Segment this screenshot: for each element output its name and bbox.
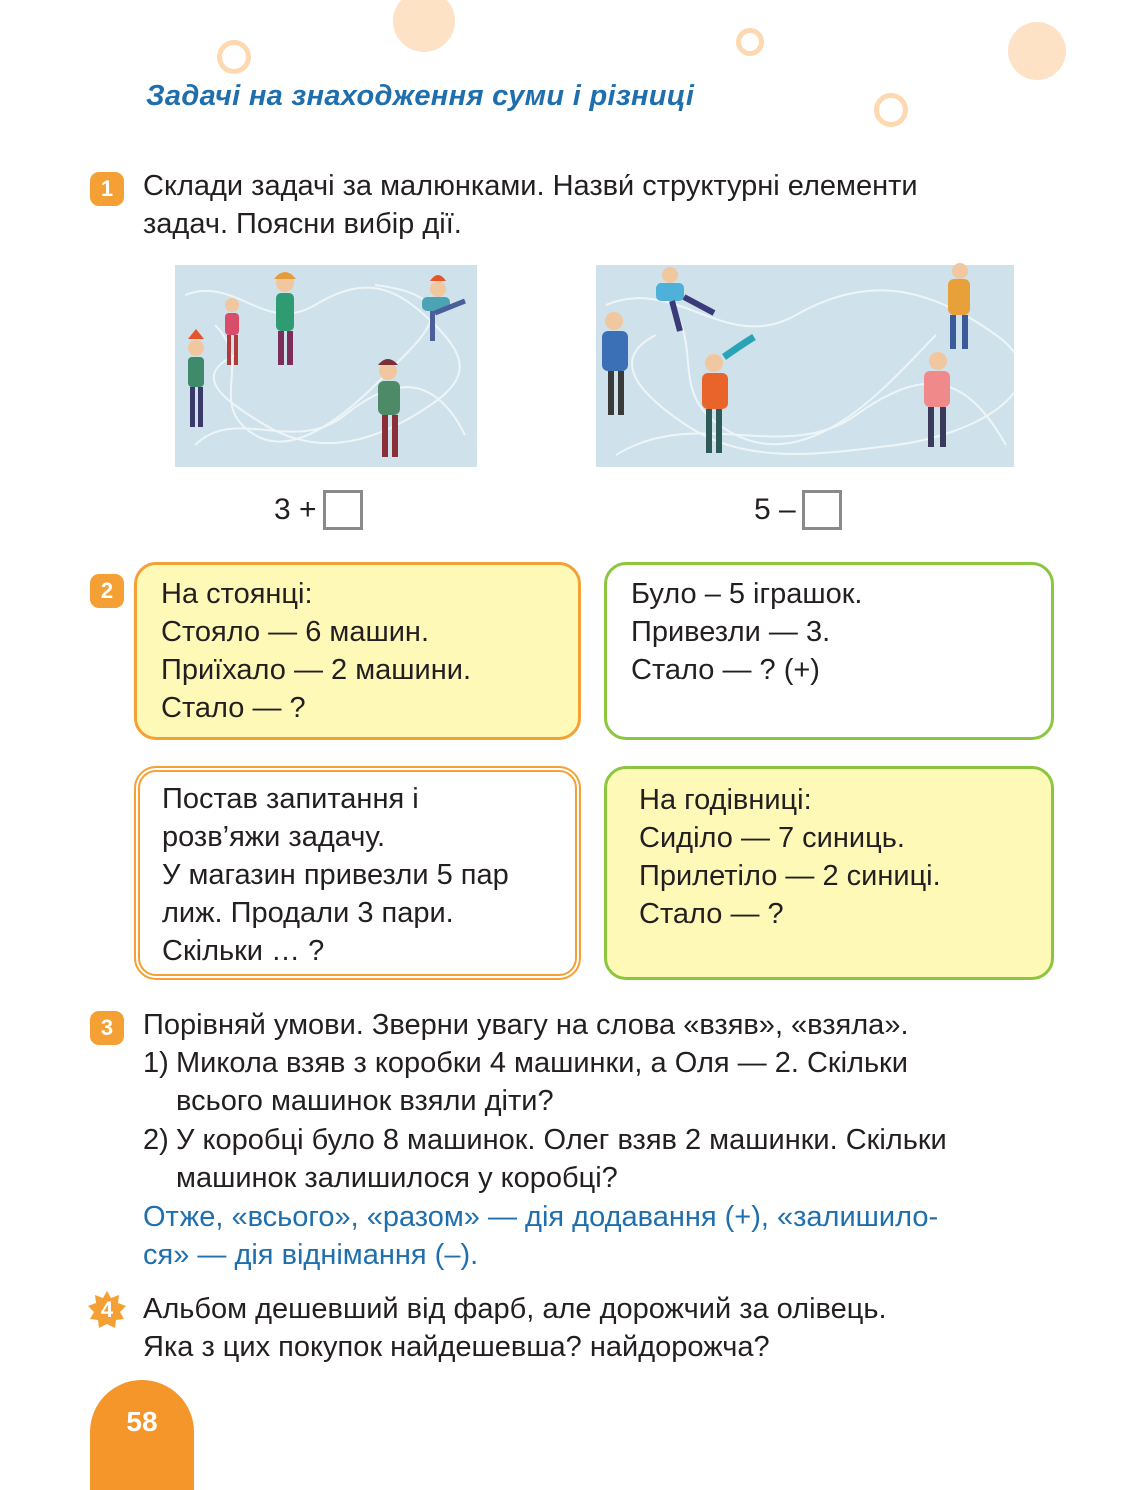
conclusion-line: ся» — дія віднімання (–). [143,1239,479,1271]
task1-line: Склади задачі за малюнками. Назви́ структурні елементи [143,170,918,202]
card-line: Стало — ? (+) [631,654,820,686]
card-line: Стало — ? [161,692,306,724]
task-number-badge: 1 [90,172,124,206]
task3-line: машинок залишилося у коробці? [176,1162,618,1194]
task-number-badge: 2 [90,574,124,608]
task3-item2 [176,1121,947,1197]
expression-subtraction [754,490,842,530]
card-line: Прилетіло — 2 синиці. [639,860,941,892]
task3-line: У коробці було 8 машинок. Олег взяв 2 машинки. Скільки [176,1124,947,1156]
task4-line: Яка з цих покупок найдешевша? найдорожча? [143,1331,770,1363]
star-badge [88,1291,126,1329]
task4-line: Альбом дешевший від фарб, але дорожчий за олівець. [143,1293,887,1325]
decor-ring [874,93,908,127]
expression-text: 3 + [274,493,317,526]
problem-card-feeder [604,766,1054,980]
card-line: лиж. Продали 3 пари. [162,897,454,929]
task1-line: задач. Поясни вибір дії. [143,208,462,240]
task3-intro: Порівняй умови. Зверни увагу на слова «взяв», «взяла». [143,1009,909,1041]
skaters-illustration [584,247,1024,487]
task-number: 4 [100,1297,114,1322]
card-line: Стало — ? [639,898,784,930]
card-line: розв’яжи задачу. [162,821,386,853]
task3-conclusion [143,1198,938,1274]
problem-card-parking [134,562,581,740]
card-line: Було – 5 іграшок. [631,578,863,610]
task3-item-number: 2) [143,1124,169,1156]
task4-text [143,1290,887,1366]
card-line: Привезли — 3. [631,616,831,648]
card-line: Сиділо — 7 синиць. [639,822,905,854]
skating-picture-left [175,265,477,467]
task3-item-number: 1) [143,1047,169,1079]
page-title: Задачі на знаходження суми і різниці [146,80,695,112]
card-line: Постав запитання і [162,783,419,815]
card-line: Приїхало — 2 машини. [161,654,472,686]
problem-card-skis [134,766,581,980]
expression-addition [274,490,363,530]
task3-item1 [176,1044,908,1120]
decor-ring [736,28,764,56]
decor-circle [1008,22,1066,80]
card-line: Скільки … ? [162,935,325,967]
skating-picture-right [596,265,1014,467]
task3-line: Микола взяв з коробки 4 машинки, а Оля — 2. Скільки [176,1047,908,1079]
skaters-illustration [160,253,520,473]
card-line: У магазин привезли 5 пар [162,859,509,891]
page-number: 58 [90,1380,194,1490]
conclusion-line: Отже, «всього», «разом» — дія додавання (+), «залишило- [143,1201,939,1233]
card-line: На стоянці: [161,578,313,610]
decor-circle [393,0,455,52]
decor-ring [217,40,251,74]
task1-text [143,167,918,243]
problem-card-toys [604,562,1054,740]
answer-box[interactable] [323,490,363,530]
task3-line: всього машинок взяли діти? [176,1085,554,1117]
card-line: На годівниці: [639,784,812,816]
answer-box[interactable] [802,490,842,530]
skater-figure [188,329,204,427]
expression-text: 5 – [754,493,796,526]
task-number-badge: 3 [90,1011,124,1045]
card-line: Стояло — 6 машин. [161,616,430,648]
